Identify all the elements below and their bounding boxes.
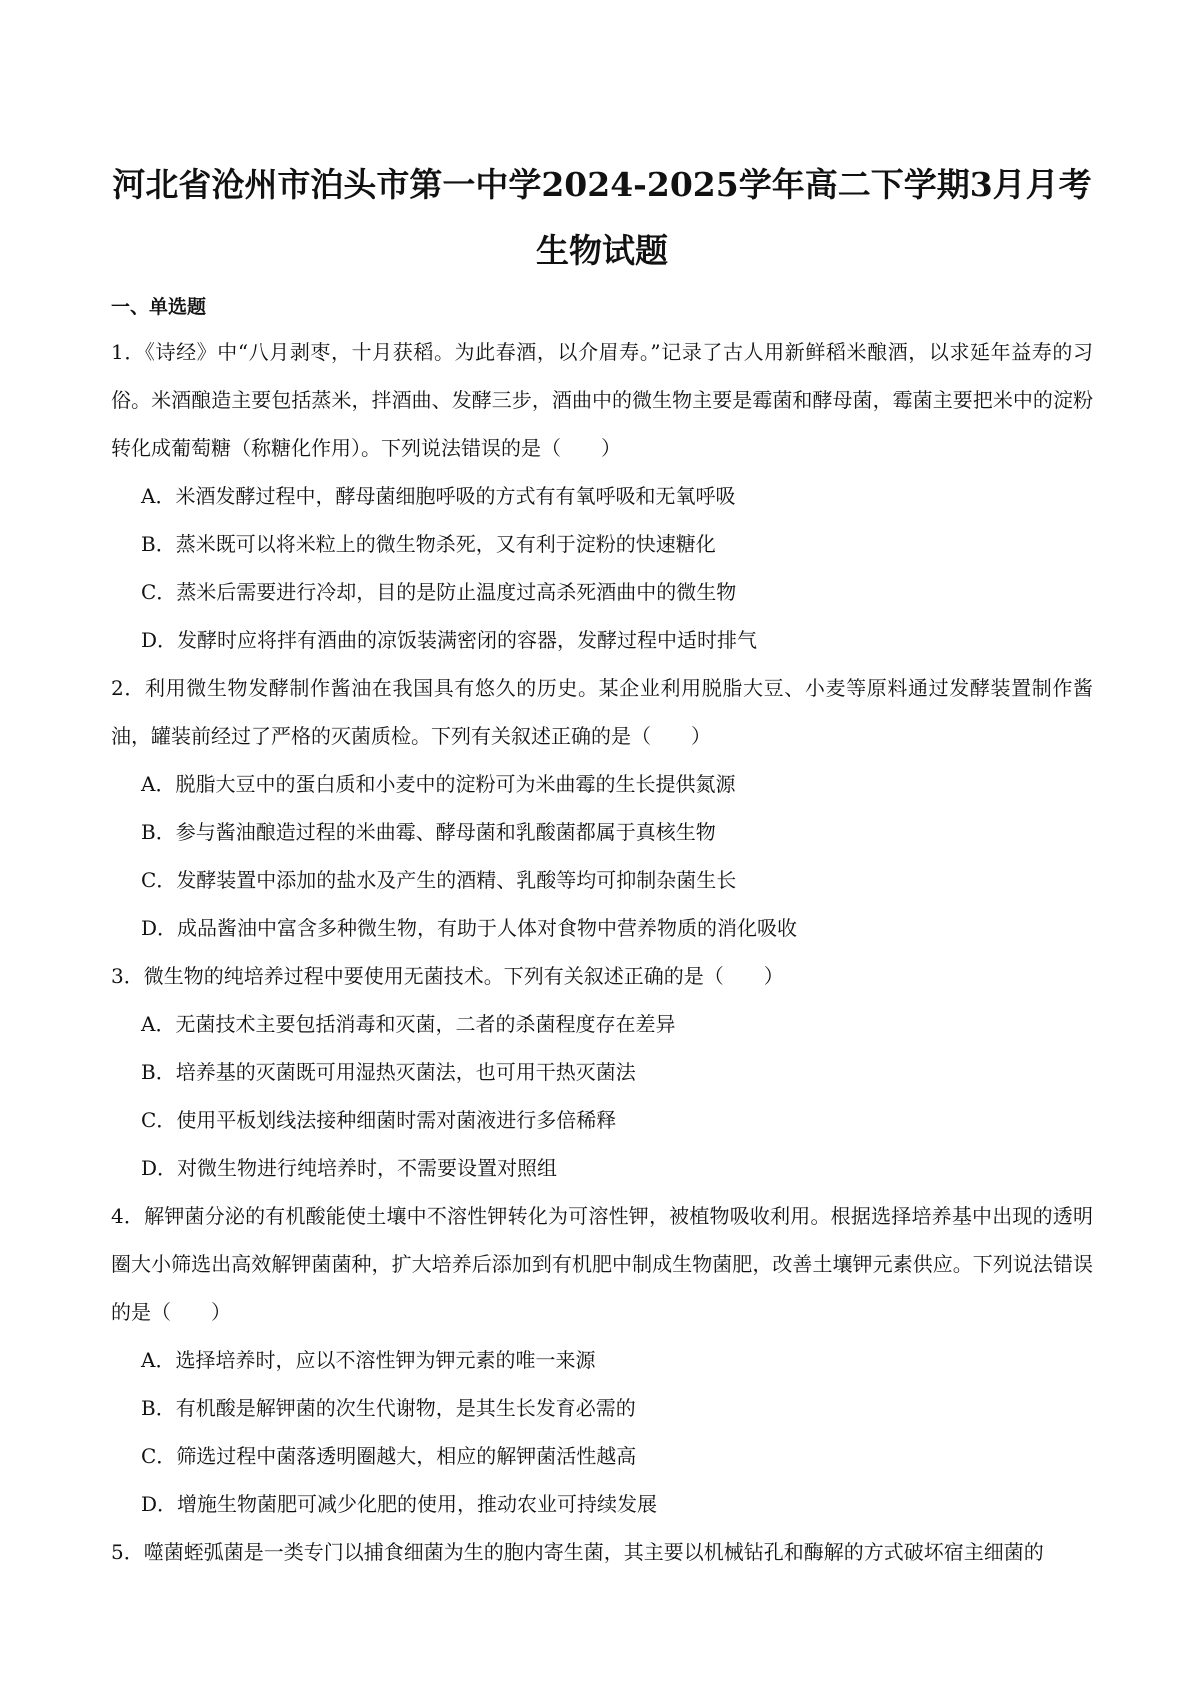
option-text: 蒸米既可以将米粒上的微生物杀死，又有利于淀粉的快速糖化	[175, 532, 716, 556]
option-letter: B．	[141, 1060, 176, 1084]
option-text: 对微生物进行纯培养时，不需要设置对照组	[177, 1156, 558, 1180]
question-number: 2．	[111, 676, 145, 700]
option-letter: C．	[141, 1108, 177, 1132]
question-stem-text: 利用微生物发酵制作酱油在我国具有悠久的历史。某企业利用脱脂大豆、小麦等原料通过发酵装置制作酱油，罐装前经过了严格的灭菌质检。下列有关叙述正确的是（ ）	[111, 676, 1094, 748]
option-letter: A．	[141, 1348, 176, 1372]
option-letter: D．	[141, 916, 178, 940]
question-stem-text: 噬菌蛭弧菌是一类专门以捕食细菌为生的胞内寄生菌，其主要以机械钻孔和酶解的方式破坏宿主细菌的	[143, 1540, 1044, 1564]
option-text: 使用平板划线法接种细菌时需对菌液进行多倍稀释	[176, 1108, 617, 1132]
question-stem-text: 解钾菌分泌的有机酸能使土壤中不溶性钾转化为可溶性钾，被植物吸收利用。根据选择培养基中出现的透明圈大小筛选出高效解钾菌菌种，扩大培养后添加到有机肥中制成生物菌肥，改善土壤钾元素供应。下列说法错误的是（ ）	[111, 1204, 1094, 1324]
answer-option	[141, 904, 1093, 952]
option-letter: A．	[141, 484, 176, 508]
option-letter: B．	[141, 532, 176, 556]
question-list	[111, 328, 1093, 1576]
option-letter: C．	[141, 868, 177, 892]
answer-option	[141, 1048, 1093, 1096]
option-letter: D．	[141, 1156, 178, 1180]
question-2	[111, 664, 1093, 952]
option-text: 选择培养时，应以不溶性钾为钾元素的唯一来源	[175, 1348, 596, 1372]
option-letter: C．	[141, 1444, 177, 1468]
answer-option	[141, 1384, 1093, 1432]
option-text: 参与酱油酿造过程的米曲霉、酵母菌和乳酸菌都属于真核生物	[175, 820, 716, 844]
question-5	[111, 1528, 1093, 1576]
option-letter: C．	[141, 580, 177, 604]
answer-option	[141, 616, 1093, 664]
option-text: 增施生物菌肥可减少化肥的使用，推动农业可持续发展	[177, 1492, 658, 1516]
question-stem	[111, 664, 1093, 760]
question-1	[111, 328, 1093, 664]
question-number: 3．	[111, 964, 144, 988]
question-4	[111, 1192, 1093, 1528]
option-text: 发酵时应将拌有酒曲的凉饭装满密闭的容器，发酵过程中适时排气	[177, 628, 758, 652]
option-letter: B．	[141, 1396, 176, 1420]
option-letter: D．	[141, 628, 178, 652]
option-text: 无菌技术主要包括消毒和灭菌，二者的杀菌程度存在差异	[175, 1012, 676, 1036]
question-number: 4．	[111, 1204, 145, 1228]
option-letter: B．	[141, 820, 176, 844]
question-number: 5．	[111, 1540, 144, 1564]
answer-option	[141, 1480, 1093, 1528]
option-text: 筛选过程中菌落透明圈越大，相应的解钾菌活性越高	[176, 1444, 637, 1468]
question-stem	[111, 1192, 1093, 1336]
question-number: 1．	[111, 340, 145, 364]
answer-option	[141, 856, 1093, 904]
answer-option	[141, 568, 1093, 616]
question-stem-text: 《诗经》中“八月剥枣，十月获稻。为此春酒，以介眉寿。”记录了古人用新鲜稻米酿酒，以求延年益寿的习俗。米酒酿造主要包括蒸米，拌酒曲、发酵三步，酒曲中的微生物主要是霉菌和酵母菌，霉菌主要把米中的淀粉转化成葡萄糖（称糖化作用）。下列说法错误的是（ ）	[111, 340, 1093, 460]
answer-option	[141, 808, 1093, 856]
question-stem-text: 微生物的纯培养过程中要使用无菌技术。下列有关叙述正确的是（ ）	[143, 964, 784, 988]
section-heading: 一、单选题	[111, 296, 207, 318]
option-text: 成品酱油中富含多种微生物，有助于人体对食物中营养物质的消化吸收	[177, 916, 798, 940]
answer-option	[141, 1336, 1093, 1384]
option-letter: D．	[141, 1492, 178, 1516]
option-text: 蒸米后需要进行冷却，目的是防止温度过高杀死酒曲中的微生物	[176, 580, 737, 604]
option-text: 米酒发酵过程中，酵母菌细胞呼吸的方式有有氧呼吸和无氧呼吸	[175, 484, 736, 508]
question-3	[111, 952, 1093, 1192]
answer-option	[141, 1432, 1093, 1480]
option-text: 脱脂大豆中的蛋白质和小麦中的淀粉可为米曲霉的生长提供氮源	[175, 772, 736, 796]
option-text: 培养基的灭菌既可用湿热灭菌法，也可用干热灭菌法	[175, 1060, 636, 1084]
option-text: 发酵装置中添加的盐水及产生的酒精、乳酸等均可抑制杂菌生长	[176, 868, 737, 892]
answer-option	[141, 1144, 1093, 1192]
question-stem	[111, 952, 1093, 1000]
option-letter: A．	[141, 1012, 176, 1036]
option-letter: A．	[141, 772, 176, 796]
option-text: 有机酸是解钾菌的次生代谢物，是其生长发育必需的	[175, 1396, 636, 1420]
answer-option	[141, 472, 1093, 520]
answer-option	[141, 1000, 1093, 1048]
question-stem	[111, 328, 1093, 472]
answer-option	[141, 760, 1093, 808]
question-stem	[111, 1528, 1093, 1576]
document-title: 河北省沧州市泊头市第一中学2024-2025学年高二下学期3月月考生物试题	[112, 165, 1092, 270]
answer-option	[141, 520, 1093, 568]
answer-option	[141, 1096, 1093, 1144]
